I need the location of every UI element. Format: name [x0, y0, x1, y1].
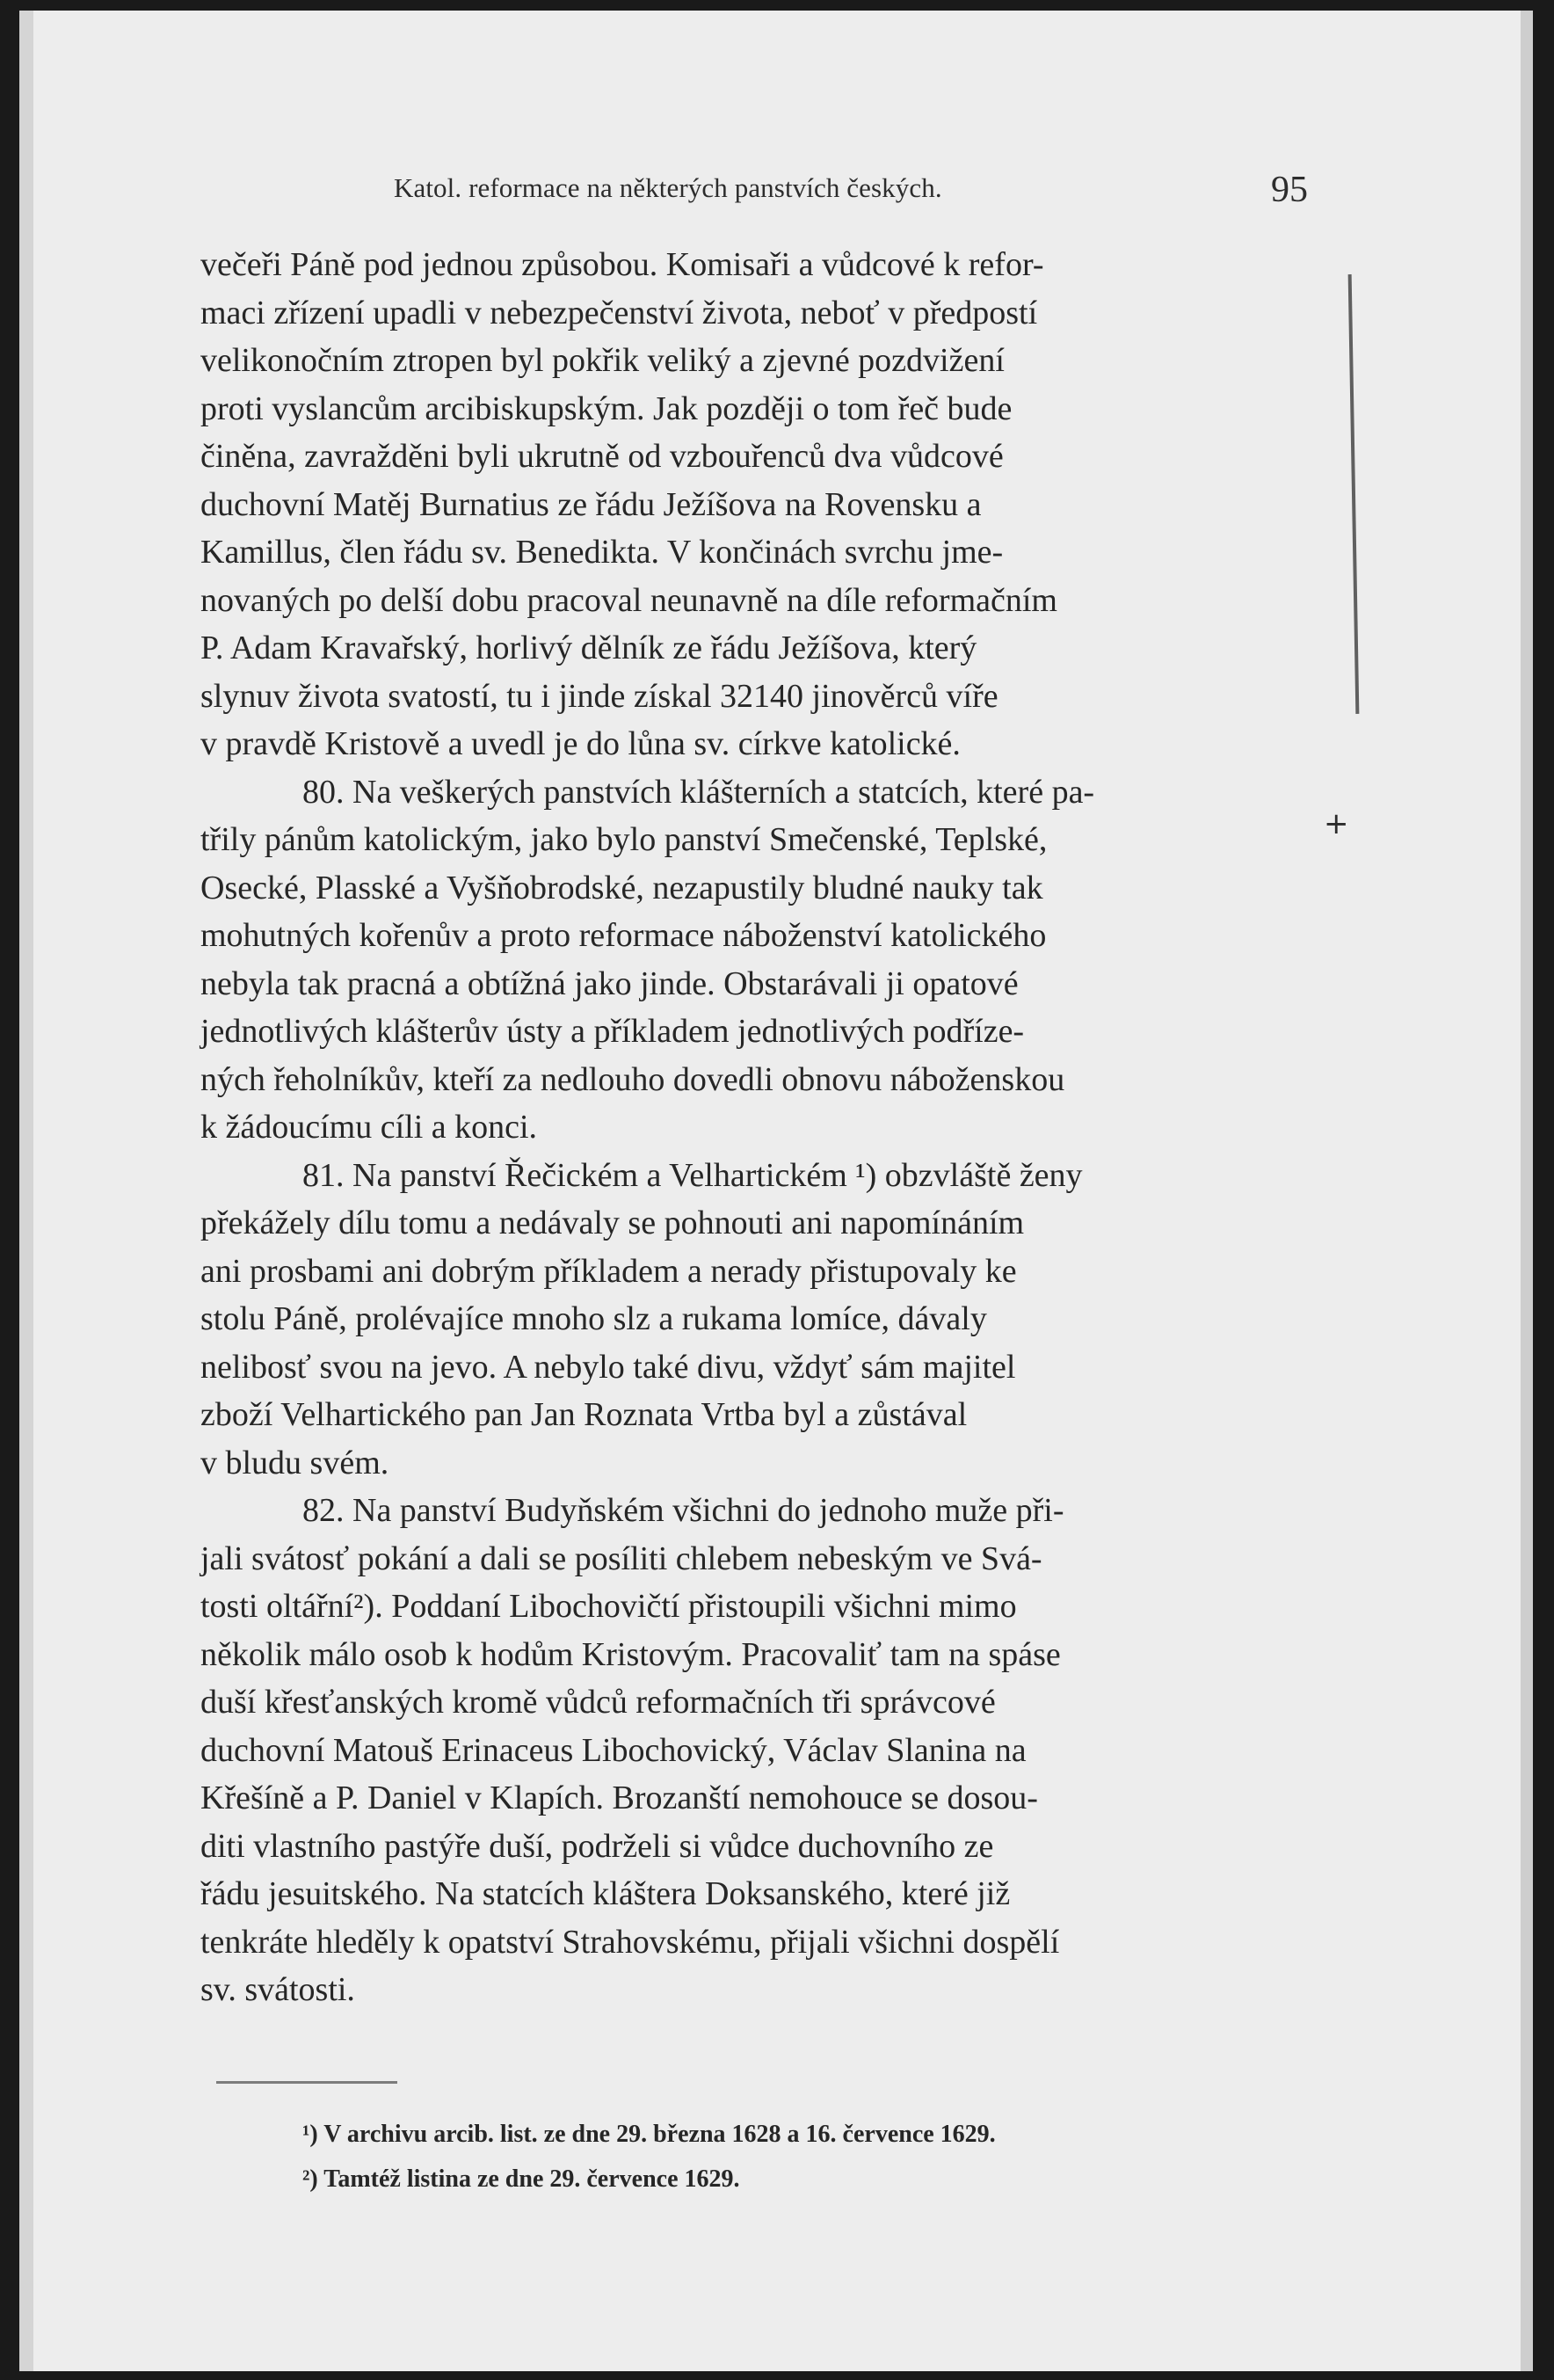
text-line: tenkráte hleděly k opatství Strahovskému, přijali všichni dospělí [200, 1923, 1060, 1961]
text-line: nelibosť svou na jevo. A nebylo také divu, vždyť sám majitel [200, 1348, 1016, 1386]
main-text [200, 241, 1313, 2014]
text-line: P. Adam Kravařský, horlivý dělník ze řádu Ježíšova, který [200, 630, 977, 666]
text-line: v pravdě Kristově a uvedl je do lůna sv. církve katolické. [200, 725, 961, 762]
text-line: novaných po delší dobu pracoval neunavně na díle reformačním [200, 581, 1057, 619]
footnote-separator [216, 2081, 397, 2084]
paragraph-82-start: 82. Na panství Budyňském všichni do jednoho muže při- [302, 1492, 1064, 1529]
text-line: tosti oltářní²). Poddaní Libochovičtí přistoupili všichni mimo [200, 1588, 1017, 1625]
text-line: třily pánům katolickým, jako bylo panství Smečenské, Teplské, [200, 821, 1048, 858]
text-line: maci zřízení upadli v nebezpečenství života, neboť v předpostí [200, 294, 1038, 331]
page-header [394, 167, 1308, 216]
text-line: večeři Páně pod jednou způsobou. Komisaři a vůdcové k refor- [200, 246, 1044, 283]
text-line: sv. svátosti. [200, 1971, 355, 2008]
text-line: jali svátosť pokání a dali se posíliti chlebem nebeským ve Svá- [200, 1539, 1042, 1577]
text-line: několik málo osob k hodům Kristovým. Pracovaliť tam na spáse [200, 1635, 1061, 1673]
text-line: nebyla tak pracná a obtížná jako jinde. Obstarávali ji opatové [200, 964, 1019, 1002]
margin-cross-mark: + [1324, 806, 1349, 841]
book-page [19, 11, 1533, 2371]
text-line: jednotlivých klášterův ústy a příkladem jednotlivých podříze- [200, 1013, 1025, 1050]
text-line: překážely dílu tomu a nedávaly se pohnouti ani napomínáním [200, 1205, 1025, 1241]
footnote-1: ¹) V archivu arcib. list. ze dne 29. března 1628 a 16. července 1629. [302, 2121, 996, 2148]
text-line: slynuv života svatostí, tu i jinde získal 32140 jinověrců víře [200, 677, 998, 715]
page-number: 95 [1271, 170, 1308, 210]
running-title: Katol. reformace na některých panstvích českých. [394, 172, 942, 203]
text-line: činěna, zavražděni byli ukrutně od vzbouřenců dva vůdcové [200, 438, 1004, 475]
footnote-2: ²) Tamtéž listina ze dne 29. července 1629. [302, 2165, 740, 2193]
text-line: duchovní Matěj Burnatius ze řádu Ježíšova na Rovensku a [200, 485, 982, 523]
footnotes [302, 2112, 1322, 2202]
text-line: v bludu svém. [200, 1444, 389, 1481]
text-line: Kamillus, člen řádu sv. Benedikta. V končinách svrchu jme- [200, 534, 1004, 571]
page-left-shadow [19, 11, 33, 2371]
text-line: proti vyslancům arcibiskupským. Jak později o tom řeč bude [200, 389, 1013, 427]
text-line: ani prosbami ani dobrým příkladem a nerady přistupovaly ke [200, 1252, 1017, 1290]
text-line: velikonočním ztropen byl pokřik veliký a zjevné pozdvižení [200, 342, 1005, 379]
margin-annotation-line [1348, 274, 1360, 714]
text-line: stolu Páně, prolévajíce mnoho slz a rukama lomíce, dávaly [200, 1300, 987, 1337]
paragraph-80-start: 80. Na veškerých panstvích klášterních a statcích, které pa- [302, 773, 1095, 811]
paragraph-81-start: 81. Na panství Řečickém a Velhartickém ¹) obzvláště ženy [302, 1156, 1083, 1194]
text-line: řádu jesuitského. Na statcích kláštera Doksanského, které již [200, 1875, 1011, 1912]
text-line: Osecké, Plasské a Vyšňobrodské, nezapustily bludné nauky tak [200, 869, 1043, 906]
page-right-shadow [1521, 11, 1533, 2371]
text-line: Křešíně a P. Daniel v Klapích. Brozanští nemohouce se dosou- [200, 1780, 1038, 1816]
text-line: duší křesťanských kromě vůdců reformačních tři správcové [200, 1684, 996, 1721]
text-line: ných řeholníkův, kteří za nedlouho dovedli obnovu náboženskou [200, 1060, 1065, 1098]
text-line: k žádoucímu cíli a konci. [200, 1109, 538, 1146]
text-line: diti vlastního pastýře duší, podrželi si vůdce duchovního ze [200, 1827, 994, 1865]
text-line: duchovní Matouš Erinaceus Libochovický, Václav Slanina na [200, 1731, 1027, 1769]
text-line: zboží Velhartického pan Jan Roznata Vrtba byl a zůstával [200, 1396, 968, 1433]
text-line: mohutných kořenův a proto reformace náboženství katolického [200, 917, 1047, 954]
